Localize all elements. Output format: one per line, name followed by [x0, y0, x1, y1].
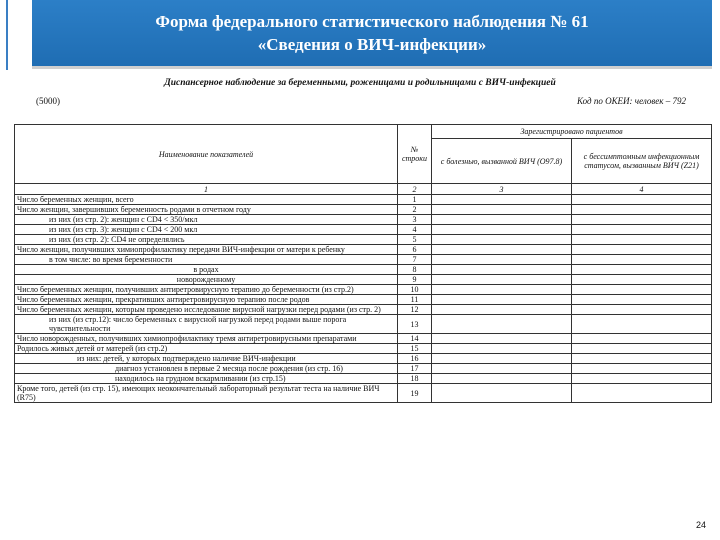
column-index-2: 2	[398, 184, 432, 195]
column-index-1: 1	[15, 184, 398, 195]
header-indicator-name: Наименование показателей	[15, 125, 398, 184]
row-label: Число беременных женщин, которым проведено исследование вирусной нагрузки перед родами (из стр. 2)	[15, 305, 398, 315]
row-number: 2	[398, 205, 432, 215]
table-row	[15, 265, 712, 275]
row-label: из них (из стр. 2): CD4 не определялись	[15, 235, 398, 245]
table-row	[15, 374, 712, 384]
table-row	[15, 205, 712, 215]
value-cell-z21[interactable]	[572, 245, 712, 255]
row-label: Число беременных женщин, всего	[15, 195, 398, 205]
table-row	[15, 384, 712, 403]
header-registered-patients: Зарегистрировано пациентов	[432, 125, 712, 139]
value-cell-z21[interactable]	[572, 384, 712, 403]
value-cell-b20[interactable]	[432, 285, 572, 295]
row-number: 10	[398, 285, 432, 295]
title-line-2: «Сведения о ВИЧ-инфекции»	[257, 35, 487, 54]
table-row	[15, 215, 712, 225]
column-index-4: 4	[572, 184, 712, 195]
value-cell-z21[interactable]	[572, 265, 712, 275]
table-row	[15, 334, 712, 344]
title-line-1: Форма федерального статистического наблюдения № 61	[155, 12, 589, 31]
value-cell-z21[interactable]	[572, 315, 712, 334]
header-row-number: № строки	[398, 125, 432, 184]
table-row	[15, 305, 712, 315]
title-banner	[32, 0, 712, 69]
value-cell-z21[interactable]	[572, 285, 712, 295]
value-cell-z21[interactable]	[572, 235, 712, 245]
table-row	[15, 315, 712, 334]
table-row	[15, 195, 712, 205]
value-cell-z21[interactable]	[572, 195, 712, 205]
value-cell-z21[interactable]	[572, 334, 712, 344]
value-cell-b20[interactable]	[432, 334, 572, 344]
value-cell-b20[interactable]	[432, 305, 572, 315]
row-number: 18	[398, 374, 432, 384]
row-label: Число женщин, завершивших беременность родами в отчетном году	[15, 205, 398, 215]
row-number: 1	[398, 195, 432, 205]
row-number: 14	[398, 334, 432, 344]
row-label: новорожденному	[15, 275, 398, 285]
table-row	[15, 344, 712, 354]
table-row	[15, 364, 712, 374]
row-number: 6	[398, 245, 432, 255]
value-cell-z21[interactable]	[572, 364, 712, 374]
row-label: Кроме того, детей (из стр. 15), имеющих неокончательный лабораторный результат теста на наличие ВИЧ (R75)	[15, 384, 398, 403]
value-cell-b20[interactable]	[432, 374, 572, 384]
row-label: из них: детей, у которых подтверждено наличие ВИЧ-инфекции	[15, 354, 398, 364]
value-cell-z21[interactable]	[572, 215, 712, 225]
row-label: Число беременных женщин, получивших антиретровирусную терапию до беременности (из стр.2)	[15, 285, 398, 295]
value-cell-b20[interactable]	[432, 354, 572, 364]
value-cell-b20[interactable]	[432, 315, 572, 334]
row-number: 17	[398, 364, 432, 374]
header-asymptomatic-status: с бессимптомным инфекционным статусом, вызванным ВИЧ (Z21)	[572, 139, 712, 184]
value-cell-b20[interactable]	[432, 195, 572, 205]
value-cell-z21[interactable]	[572, 344, 712, 354]
table-row	[15, 285, 712, 295]
value-cell-z21[interactable]	[572, 354, 712, 364]
value-cell-z21[interactable]	[572, 255, 712, 265]
value-cell-z21[interactable]	[572, 275, 712, 285]
row-label: в родах	[15, 265, 398, 275]
row-number: 4	[398, 225, 432, 235]
row-label: Родилось живых детей от матерей (из стр.2)	[15, 344, 398, 354]
table-row	[15, 255, 712, 265]
value-cell-b20[interactable]	[432, 215, 572, 225]
row-label: Число новорожденных, получивших химиопрофилактику тремя антиретровирусными препаратами	[15, 334, 398, 344]
row-number: 9	[398, 275, 432, 285]
value-cell-b20[interactable]	[432, 265, 572, 275]
statistics-form-table	[14, 124, 712, 403]
value-cell-z21[interactable]	[572, 305, 712, 315]
row-number: 19	[398, 384, 432, 403]
value-cell-b20[interactable]	[432, 384, 572, 403]
row-number: 8	[398, 265, 432, 275]
value-cell-b20[interactable]	[432, 205, 572, 215]
value-cell-z21[interactable]	[572, 205, 712, 215]
row-label: в том числе: во время беременности	[15, 255, 398, 265]
row-number: 16	[398, 354, 432, 364]
table-row	[15, 295, 712, 305]
okei-unit-code: Код по ОКЕИ: человек – 792	[577, 96, 686, 106]
table-row	[15, 235, 712, 245]
row-label: из них (из стр. 3): женщин с CD4 < 200 мкл	[15, 225, 398, 235]
row-label: из них (из стр.12): число беременных с вирусной нагрузкой перед родами выше порога чувствительности	[15, 315, 398, 334]
value-cell-b20[interactable]	[432, 344, 572, 354]
table-row	[15, 245, 712, 255]
row-number: 5	[398, 235, 432, 245]
table-row	[15, 225, 712, 235]
header-hiv-disease: с болезнью, вызванной ВИЧ (О97.8)	[432, 139, 572, 184]
value-cell-b20[interactable]	[432, 364, 572, 374]
slide-corner-accent	[0, 0, 8, 70]
section-code: (5000)	[36, 96, 60, 106]
row-label: из них (из стр. 2): женщин с CD4 < 350/мкл	[15, 215, 398, 225]
page-number: 24	[695, 520, 706, 530]
value-cell-z21[interactable]	[572, 295, 712, 305]
row-number: 3	[398, 215, 432, 225]
row-number: 13	[398, 315, 432, 334]
table-row	[15, 354, 712, 364]
value-cell-b20[interactable]	[432, 255, 572, 265]
table-row	[15, 275, 712, 285]
row-number: 7	[398, 255, 432, 265]
row-number: 12	[398, 305, 432, 315]
row-label: находилось на грудном вскармливании (из стр.15)	[15, 374, 398, 384]
column-index-3: 3	[432, 184, 572, 195]
row-number: 15	[398, 344, 432, 354]
value-cell-z21[interactable]	[572, 225, 712, 235]
row-number: 11	[398, 295, 432, 305]
value-cell-z21[interactable]	[572, 374, 712, 384]
value-cell-b20[interactable]	[432, 275, 572, 285]
row-label: Число женщин, получивших химиопрофилактику передачи ВИЧ-инфекции от матери к ребенку	[15, 245, 398, 255]
value-cell-b20[interactable]	[432, 295, 572, 305]
value-cell-b20[interactable]	[432, 225, 572, 235]
value-cell-b20[interactable]	[432, 245, 572, 255]
value-cell-b20[interactable]	[432, 235, 572, 245]
row-label: Число беременных женщин, прекративших антиретровирусную терапию после родов	[15, 295, 398, 305]
row-label: диагноз установлен в первые 2 месяца после рождения (из стр. 16)	[15, 364, 398, 374]
table-caption: Диспансерное наблюдение за беременными, роженицами и родильницами с ВИЧ-инфекцией	[164, 78, 556, 88]
